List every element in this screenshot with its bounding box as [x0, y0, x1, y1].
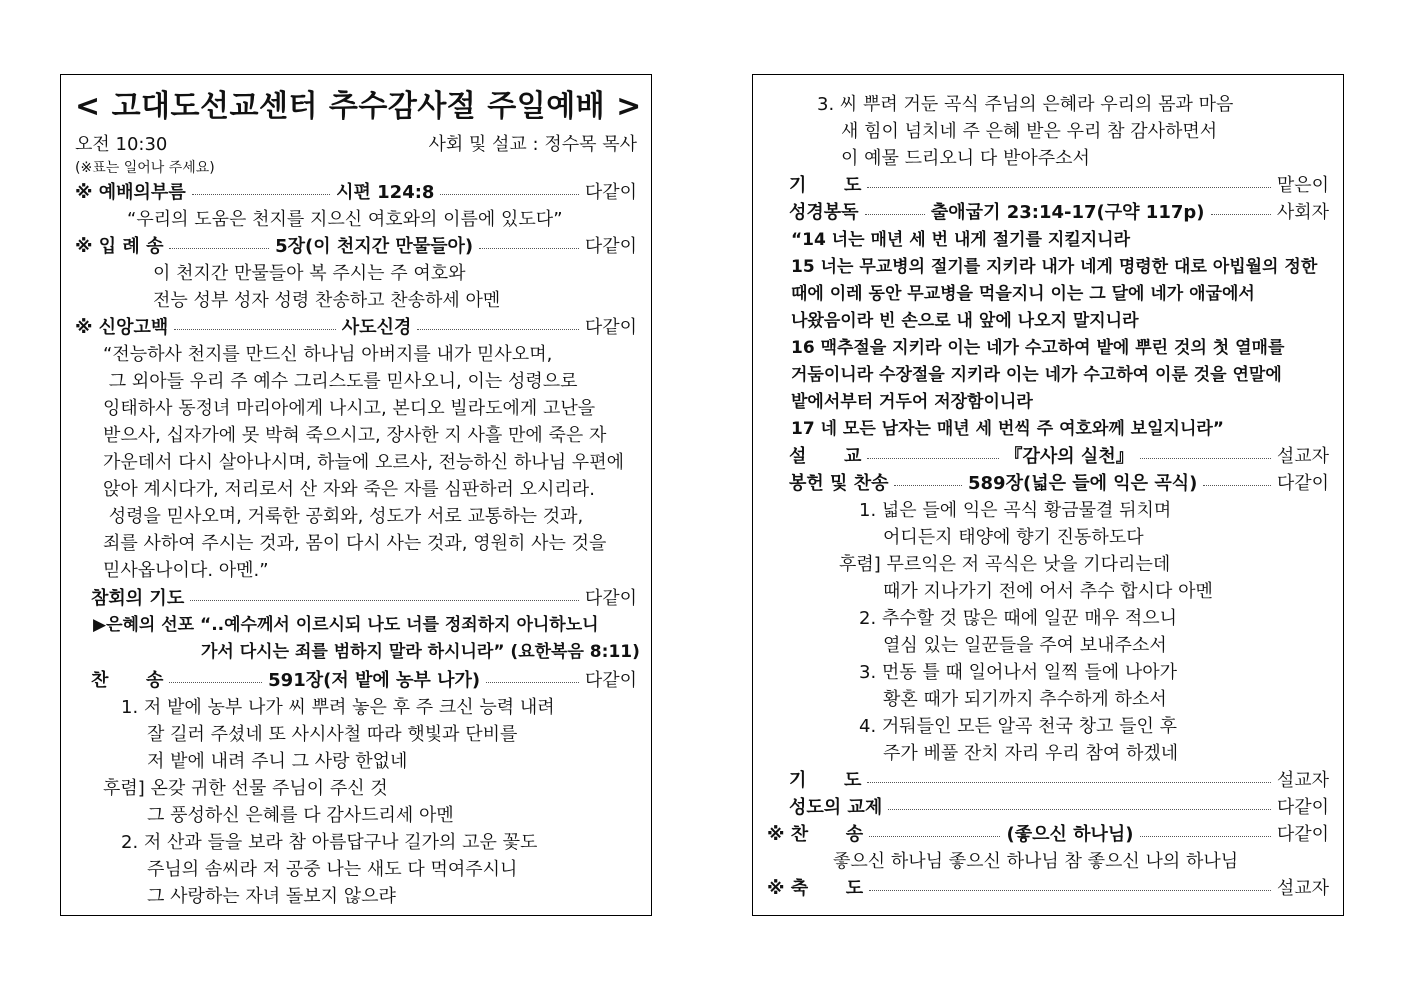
order-label: 봉헌 및 찬송 — [789, 473, 889, 494]
order-label: 설 교 — [789, 446, 862, 467]
leader-dots — [1140, 458, 1271, 459]
scripture-line: 17 네 모든 남자는 매년 세 번씩 주 여호와께 보일지니라” — [791, 419, 1224, 439]
scripture-line: 16 맥추절을 지키라 이는 네가 수고하여 밭에 뿌린 것의 첫 열매를 — [791, 338, 1285, 358]
leader-dots — [894, 485, 962, 486]
order-label: 참회의 기도 — [91, 588, 185, 609]
hymn-cont-line: 새 힘이 넘치네 주 은혜 받은 우리 참 감사하면서 — [841, 121, 1218, 142]
order-label: 성도의 교제 — [789, 797, 883, 818]
leader-dots — [867, 458, 998, 459]
order-label: ※ 입 례 송 — [75, 236, 164, 257]
order-call-to-worship — [75, 179, 637, 206]
order-benediction — [767, 875, 1329, 902]
order-who: 다같이 — [584, 317, 637, 338]
service-time: 오전 10:30 — [75, 134, 168, 155]
scripture-line: 나왔음이라 빈 손으로 내 앞에 나오지 말지니라 — [791, 311, 1139, 331]
leader-dots — [440, 194, 578, 195]
order-who: 다같이 — [584, 236, 637, 257]
order-label: 기 도 — [789, 175, 862, 196]
hymn-line: 1. 저 밭에 농부 나가 씨 뿌려 놓은 후 주 크신 능력 내려 — [121, 697, 555, 718]
creed-line: “전능하사 천지를 만드신 하나님 아버지를 내가 믿사오며, — [103, 344, 553, 365]
order-item: 591장(저 밭에 농부 나가) — [268, 670, 481, 691]
order-label: 기 도 — [789, 770, 862, 791]
offering-line: 4. 거둬들인 모든 알곡 천국 창고 들인 후 — [859, 716, 1178, 737]
grace-declaration: ▶은혜의 선포 “..예수께서 이르시되 나도 너를 정죄하지 아니하노니 — [93, 615, 599, 635]
order-scripture — [767, 199, 1329, 226]
creed-line: 가운데서 다시 살아나시며, 하늘에 오르사, 전능하신 하나님 우편에 — [103, 452, 624, 473]
order-who: 다같이 — [1276, 473, 1330, 494]
scripture-line: 15 너는 무교병의 절기를 지키라 내가 네게 명령한 대로 아빕월의 정한 — [791, 257, 1318, 277]
creed-line: 받으사, 십자가에 못 박혀 죽으시고, 장사한 지 사흘 만에 죽은 자 — [103, 425, 607, 446]
leader-dots — [169, 248, 269, 249]
order-label: ※ 신앙고백 — [75, 317, 169, 338]
order-who: 설교자 — [1276, 770, 1329, 791]
scripture-line: 때에 이레 동안 무교병을 먹을지니 이는 그 달에 네가 애굽에서 — [791, 284, 1255, 304]
scripture-line: “14 너는 매년 세 번 내게 절기를 지킬지니라 — [791, 230, 1131, 250]
creed-line: 믿사옵나이다. 아멘.” — [103, 560, 269, 581]
order-who: 설교자 — [1276, 878, 1329, 899]
scripture-line: 거둠이니라 수장절을 지키라 이는 네가 수고하여 이룬 것을 연말에 — [791, 365, 1282, 385]
order-who: 다같이 — [584, 588, 637, 609]
order-who: 다같이 — [584, 182, 638, 203]
order-who: 설교자 — [1276, 446, 1329, 467]
bulletin-left-panel — [60, 74, 652, 916]
leader-dots — [479, 248, 579, 249]
leader-dots — [888, 809, 1271, 810]
hymn-cont-line: 3. 씨 뿌려 거둔 곡식 주님의 은혜라 우리의 몸과 마음 — [817, 94, 1234, 115]
order-prayer — [767, 172, 1329, 199]
entry-line: 이 천지간 만물들아 복 주시는 주 여호와 — [153, 263, 466, 284]
closing-hymn-line: 좋으신 하나님 좋으신 하나님 참 좋으신 나의 하나님 — [833, 851, 1239, 872]
grace-declaration-2: 가서 다시는 죄를 범하지 말라 하시니라” (요한복음 8:11) — [201, 642, 640, 662]
order-item: 사도신경 — [341, 317, 412, 338]
order-closing-hymn — [767, 821, 1329, 848]
hymn-line: 저 밭에 내려 주니 그 사랑 한없네 — [147, 751, 408, 772]
leader-dots — [867, 782, 1270, 783]
entry-line: 전능 성부 성자 성령 찬송하고 찬송하세 아멘 — [153, 290, 501, 311]
hymn-line: 그 풍성하신 은혜를 다 감사드리세 아멘 — [147, 805, 454, 826]
leader-dots — [417, 329, 578, 330]
creed-line: 잉태하사 동정녀 마리아에게 나시고, 본디오 빌라도에게 고난을 — [103, 398, 596, 419]
offering-line: 2. 추수할 것 많은 때에 일꾼 매우 적으니 — [859, 608, 1178, 629]
order-who: 다같이 — [584, 670, 637, 691]
call-text: “우리의 도움은 천지를 지으신 여호와의 이름에 있도다” — [127, 209, 563, 230]
service-info — [75, 131, 637, 158]
leader-dots — [869, 890, 1271, 891]
order-entry-hymn — [75, 233, 637, 260]
bulletin-title: < 고대도선교센터 추수감사절 주일예배 > — [75, 89, 642, 124]
offering-line: 황혼 때가 되기까지 추수하게 하소서 — [883, 689, 1167, 710]
order-who: 다같이 — [1276, 797, 1329, 818]
order-item: (좋으신 하나님) — [1006, 824, 1134, 845]
order-label: 찬 송 — [91, 670, 164, 691]
order-who: 사회자 — [1276, 202, 1330, 223]
order-item: 5장(이 천지간 만물들아) — [275, 236, 474, 257]
hymn-line: 주님의 솜씨라 저 공중 나는 새도 다 먹여주시니 — [147, 859, 518, 880]
order-item: 출애굽기 23:14-17(구약 117p) — [930, 202, 1205, 223]
leader-dots — [865, 214, 925, 215]
service-leader: 사회 및 설교 : 정수목 목사 — [428, 134, 637, 155]
order-hymn — [75, 667, 637, 694]
leader-dots — [869, 836, 1000, 837]
order-offering — [767, 470, 1329, 497]
leader-dots — [192, 194, 330, 195]
hymn-line: 후렴] 온갖 귀한 선물 주님이 주신 것 — [103, 778, 388, 799]
order-sermon — [767, 443, 1329, 470]
hymn-line: 그 사랑하는 자녀 돌보지 않으랴 — [147, 886, 396, 907]
hymn-line: 잘 길러 주셨네 또 사시사철 따라 햇빛과 단비를 — [147, 724, 518, 745]
leader-dots — [169, 682, 262, 683]
order-label: ※ 예배의부름 — [75, 182, 186, 203]
leader-dots — [1140, 836, 1271, 837]
order-item: 『감사의 실천』 — [1004, 446, 1134, 467]
order-label: ※ 축 도 — [767, 878, 864, 899]
offering-line: 열심 있는 일꾼들을 주여 보내주소서 — [883, 635, 1167, 656]
leader-dots — [174, 329, 335, 330]
standing-note: (※표는 일어나 주세요) — [75, 160, 215, 176]
order-confession — [75, 585, 637, 612]
offering-line: 후렴] 무르익은 저 곡식은 낫을 기다리는데 — [839, 554, 1171, 575]
order-label: ※ 찬 송 — [767, 824, 864, 845]
order-fellowship — [767, 794, 1329, 821]
creed-line: 성령을 믿사오며, 거룩한 공회와, 성도가 서로 교통하는 것과, — [103, 506, 584, 527]
order-prayer-2 — [767, 767, 1329, 794]
offering-line: 어디든지 태양에 향기 진동하도다 — [883, 527, 1144, 548]
offering-line: 1. 넓은 들에 익은 곡식 황금물결 뒤치며 — [859, 500, 1172, 521]
creed-line: 앉아 계시다가, 저리로서 산 자와 죽은 자를 심판하러 오시리라. — [103, 479, 595, 500]
creed-line: 죄를 사하여 주시는 것과, 몸이 다시 사는 것과, 영원히 사는 것을 — [103, 533, 607, 554]
hymn-cont-line: 이 예물 드리오니 다 받아주소서 — [841, 148, 1090, 169]
order-who: 다같이 — [1276, 824, 1330, 845]
order-who: 맡은이 — [1276, 175, 1329, 196]
order-creed — [75, 314, 637, 341]
offering-line: 때가 지나가기 전에 어서 추수 합시다 아멘 — [883, 581, 1213, 602]
order-label: 성경봉독 — [789, 202, 859, 223]
creed-line: 그 외아들 우리 주 예수 그리스도를 믿사오니, 이는 성령으로 — [103, 371, 578, 392]
hymn-line: 2. 저 산과 들을 보라 참 아름답구나 길가의 고운 꽃도 — [121, 832, 538, 853]
leader-dots — [190, 600, 579, 601]
leader-dots — [867, 187, 1270, 188]
leader-dots — [1211, 214, 1271, 215]
leader-dots — [486, 682, 579, 683]
offering-line: 주가 베풀 잔치 자리 우리 참여 하겠네 — [883, 743, 1179, 764]
bulletin-right-panel — [752, 74, 1344, 916]
scripture-line: 밭에서부터 거두어 저장함이니라 — [791, 392, 1033, 412]
leader-dots — [1203, 485, 1271, 486]
order-item: 시편 124:8 — [336, 182, 435, 203]
order-item: 589장(넓은 들에 익은 곡식) — [968, 473, 1198, 494]
offering-line: 3. 먼동 틀 때 일어나서 일찍 들에 나아가 — [859, 662, 1178, 683]
